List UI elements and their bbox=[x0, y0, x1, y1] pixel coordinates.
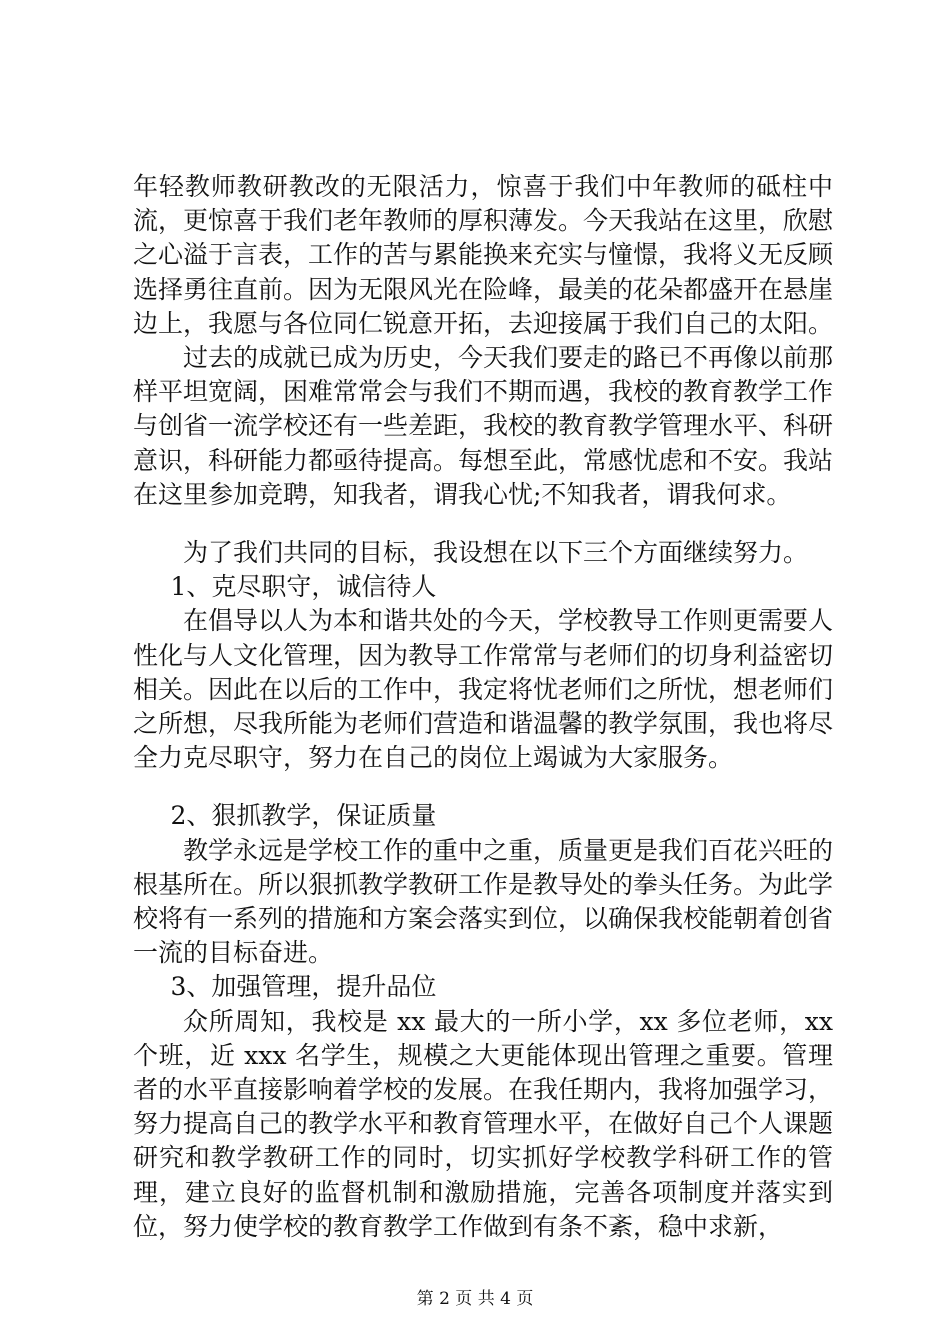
document-body bbox=[133, 170, 833, 1244]
paragraph-goal-intro: 为了我们共同的目标，我设想在以下三个方面继续努力。 bbox=[183, 538, 809, 568]
paragraph-gap bbox=[133, 775, 833, 799]
paragraph-section-3: 众所周知，我校是 xx 最大的一所小学，xx 多位老师，xx 个班，近 xxx 名学生，规模之大更能体现出管理之重要。管理者的水平直接影响着学校的发展。在我任期内，我将加强学习，努力提高自己的教学水平和教育管理水平，在做好自己个人课题研究和教学教研工作的同时，切实抓好学校教学科研工作的管理，建立良好的监督机制和激励措施，完善各项制度并落实到位，努力使学校的教育教学工作做到有条不紊，稳中求新， bbox=[133, 1006, 834, 1241]
paragraph-section-2: 教学永远是学校工作的重中之重，质量更是我们百花兴旺的根基所在。所以狠抓教学教研工作是教导处的拳头任务。为此学校将有一系列的措施和方案会落实到位，以确保我校能朝着创省一流的目标奋进。 bbox=[133, 835, 834, 968]
section-heading-1: 1、克尽职守，诚信待人 bbox=[170, 572, 437, 602]
page-number-footer: 第 2 页 共 4 页 bbox=[416, 1289, 534, 1309]
section-heading-2: 2、狠抓教学，保证质量 bbox=[170, 801, 437, 831]
paragraph-section-1: 在倡导以人为本和谐共处的今天，学校教导工作则更需要人性化与人文化管理，因为教导工作常常与老师们的切身利益密切相关。因此在以后的工作中，我定将忧老师们之所忧，想老师们之所想，尽我所能为老师们营造和谐温馨的教学氛围，我也将尽全力克尽职守，努力在自己的岗位上竭诚为大家服务。 bbox=[133, 606, 834, 773]
paragraph-gap bbox=[133, 512, 833, 536]
paragraph-past-achievements: 过去的成就已成为历史，今天我们要走的路已不再像以前那样平坦宽阔，困难常常会与我们不期而遇，我校的教育教学工作与创省一流学校还有一些差距，我校的教育教学管理水平、科研意识，科研能力都亟待提高。每想至此，常感忧虑和不安。我站在这里参加竞聘，知我者，谓我心忧;不知我者，谓我何求。 bbox=[133, 343, 834, 509]
section-heading-3: 3、加强管理，提升品位 bbox=[170, 972, 437, 1002]
paragraph-continuation: 年轻教师教研教改的无限活力，惊喜于我们中年教师的砥柱中流，更惊喜于我们老年教师的厚积薄发。今天我站在这里，欣慰之心溢于言表，工作的苦与累能换来充实与憧憬，我将义无反顾选择勇往直前。因为无限风光在险峰，最美的花朵都盛开在悬崖边上，我愿与各位同仁锐意开拓，去迎接属于我们自己的太阳。 bbox=[133, 172, 834, 338]
